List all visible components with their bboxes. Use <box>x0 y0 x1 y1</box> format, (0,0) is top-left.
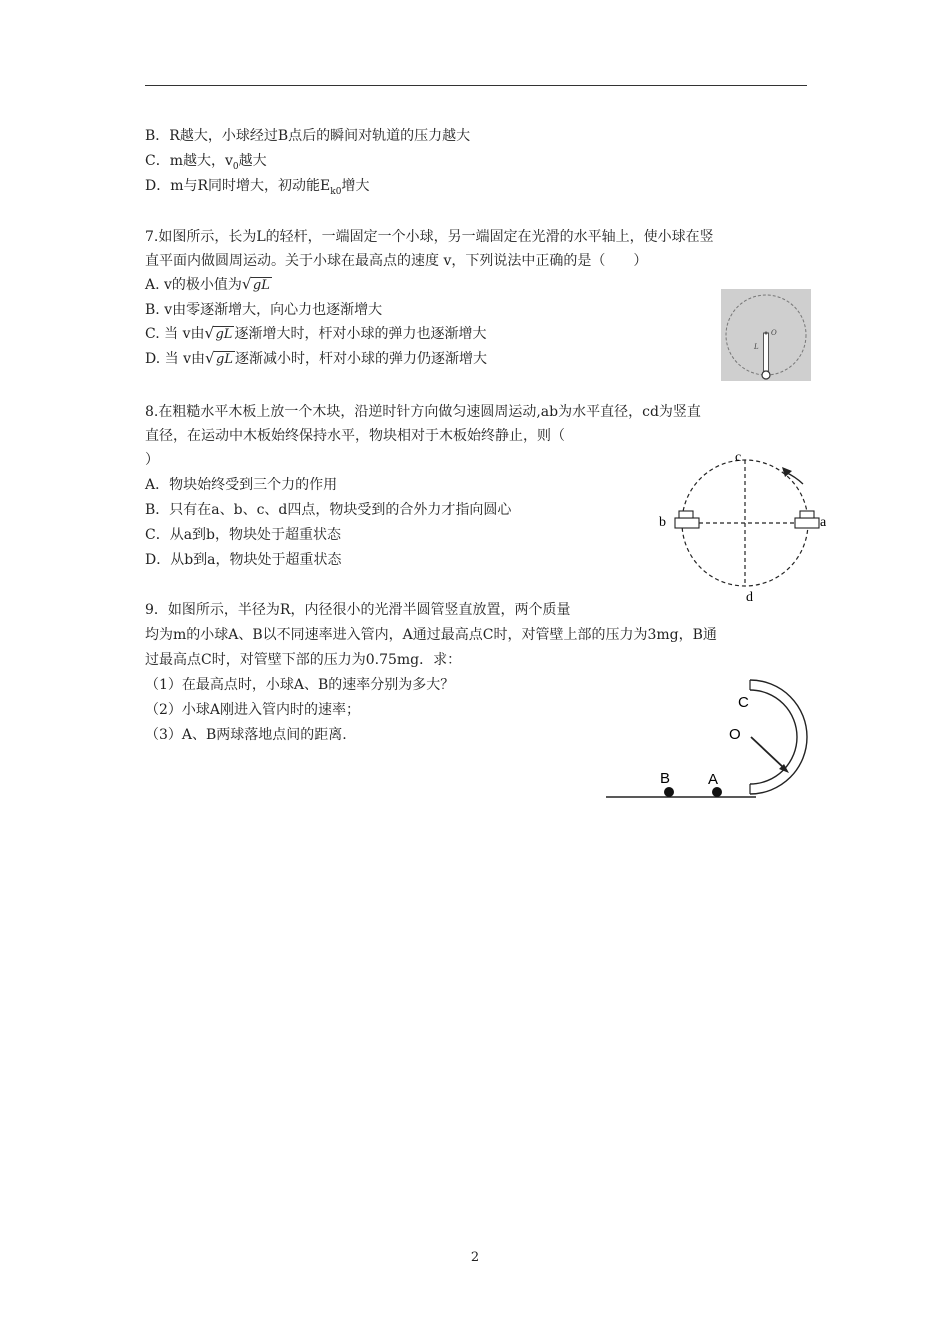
q9-part-1: （1）在最高点时，小球A、B的速率分别为多大？ <box>145 677 455 693</box>
q6-option-c: C．m越大，$v_0$越大 <box>145 153 267 172</box>
label-c: c <box>735 450 742 465</box>
q7-option-a: A. v的极小值为√ gL <box>145 275 272 296</box>
q9-part-3: （3）A、B两球落地点间的距离. <box>145 727 347 743</box>
label-o: O <box>729 726 741 743</box>
q9-tube-figure <box>604 676 814 802</box>
label-d: d <box>746 590 753 605</box>
label-b: B <box>660 770 671 787</box>
q8-option-c: C．从a到b，物块处于超重状态 <box>145 527 342 543</box>
q7-option-b: B. v由零逐渐增大，向心力也逐渐增大 <box>145 302 383 318</box>
q9-part-2: （2）小球A刚进入管内时的速率； <box>145 702 361 718</box>
q7-rod-figure <box>721 289 811 381</box>
q8-option-a: A．物块始终受到三个力的作用 <box>145 477 338 493</box>
q9-stem-line3: 过最高点C时，对管壁下部的压力为0.75mg．求： <box>145 652 462 668</box>
sqrt-gl: √ gL <box>204 325 234 345</box>
label-a: A <box>708 771 719 788</box>
q8-stem-line2: 直径，在运动中木板始终保持水平，物块相对于木板始终静止，则（ <box>145 428 565 444</box>
q7-stem-line1: 7.如图所示，长为L的轻杆，一端固定一个小球，另一端固定在光滑的水平轴上，使小球在竖 <box>145 229 714 245</box>
page-number: 2 <box>470 1250 480 1265</box>
q7-option-d: D. 当 v由√ gL 逐渐减小时，杆对小球的弹力仍逐渐增大 <box>145 349 487 370</box>
sqrt-gl: √ gL <box>242 276 272 296</box>
sqrt-gl: √ gL <box>205 350 235 370</box>
q9-stem-line2: 均为m的小球A、B以不同速率进入管内，A通过最高点C时，对管壁上部的压力为3mg，B通 <box>145 627 717 643</box>
label-a: a <box>820 515 827 530</box>
label-l: L <box>754 343 759 351</box>
header-rule <box>145 85 807 86</box>
q8-option-d: D．从b到a，物块处于超重状态 <box>145 552 342 568</box>
q6-option-b: B．R越大，小球经过B点后的瞬间对轨道的压力越大 <box>145 128 471 144</box>
q8-stem-line3: ） <box>145 452 159 468</box>
q8-option-b: B．只有在a、b、c、d四点，物块受到的合外力才指向圆心 <box>145 502 512 518</box>
q7-option-c: C. 当 v由√ gL 逐渐增大时，杆对小球的弹力也逐渐增大 <box>145 324 486 345</box>
label-c: C <box>738 694 749 711</box>
label-o: O <box>771 329 777 337</box>
q6-option-d: D．m与R同时增大，初动能$E_{k0}$增大 <box>145 178 370 197</box>
label-b: b <box>659 515 666 530</box>
q7-stem-line2: 直平面内做圆周运动。关于小球在最高点的速度 v，下列说法中正确的是（ ） <box>145 253 648 269</box>
q9-stem-line1: 9．如图所示，半径为R，内径很小的光滑半圆管竖直放置，两个质量 <box>145 602 571 618</box>
q8-circle-figure <box>655 446 835 606</box>
q8-stem-line1: 8.在粗糙水平木板上放一个木块，沿逆时针方向做匀速圆周运动,ab为水平直径，cd为竖直 <box>145 404 701 420</box>
